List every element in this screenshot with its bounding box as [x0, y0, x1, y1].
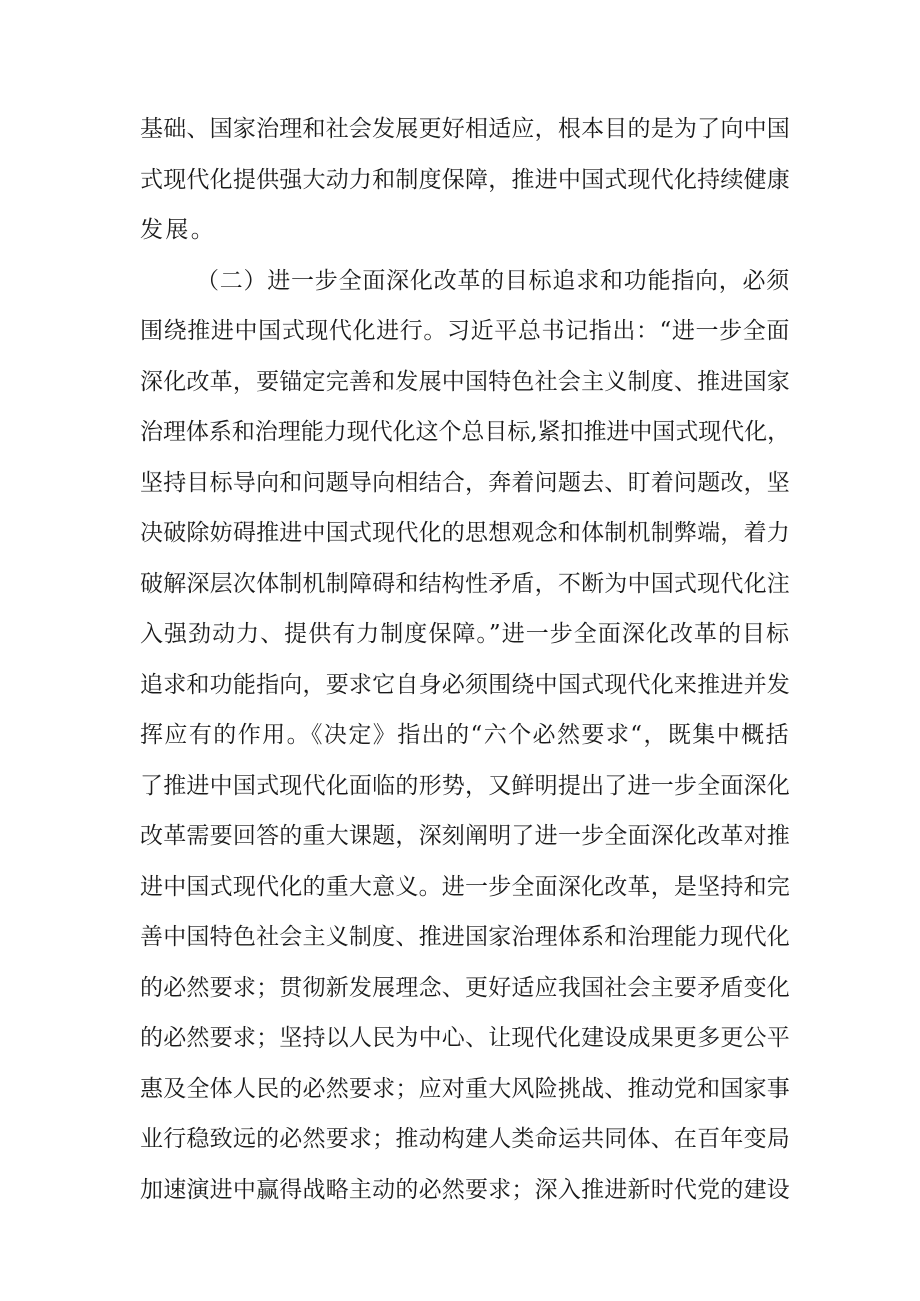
text-line: 了推进中国式现代化面临的形势，又鲜明提出了进一步全面深化	[140, 772, 790, 799]
text-line: 的必然要求；坚持以人民为中心、让现代化建设成果更多更公平	[140, 1025, 790, 1051]
text-line: 入强劲动力、提供有力制度保障。”进一步全面深化改革的目标	[140, 621, 790, 647]
text-line: 发展。	[140, 217, 217, 243]
text-line: 基础、国家治理和社会发展更好相适应，根本目的是为了向中国	[140, 116, 790, 142]
text-line: 加速演进中赢得战略主动的必然要求；深入推进新时代党的建设	[140, 1176, 790, 1203]
text-line: 挥应有的作用。《决定》指出的“六个必然要求“，既集中概括	[140, 722, 790, 748]
text-line: 深化改革，要锚定完善和发展中国特色社会主义制度、推进国家	[140, 368, 790, 395]
body-text	[140, 104, 790, 1215]
text-line: 破解深层次体制机制障碍和结构性矛盾，不断为中国式现代化注	[140, 570, 790, 597]
text-line: 惠及全体人民的必然要求；应对重大风险挑战、推动党和国家事	[140, 1075, 790, 1102]
text-line: 治理体系和治理能力现代化这个总目标,紧扣推进中国式现代化，	[140, 419, 790, 445]
text-line: 的必然要求；贯彻新发展理念、更好适应我国社会主要矛盾变化	[140, 974, 790, 1001]
text-line: 业行稳致远的必然要求；推动构建人类命运共同体、在百年变局	[140, 1126, 790, 1152]
text-line: 坚持目标导向和问题导向相结合，奔着问题去、盯着问题改，坚	[140, 469, 790, 496]
text-line: 改革需要回答的重大课题，深刻阐明了进一步全面深化改革对推	[140, 823, 790, 849]
text-line: 善中国特色社会主义制度、推进国家治理体系和治理能力现代化	[140, 924, 790, 950]
text-line: 进中国式现代化的重大意义。进一步全面深化改革，是坚持和完	[140, 873, 790, 900]
text-line: 式现代化提供强大动力和制度保障，推进中国式现代化持续健康	[140, 166, 790, 193]
text-line: 决破除妨碍推进中国式现代化的思想观念和体制机制弊端，着力	[140, 520, 790, 546]
text-line: 围绕推进中国式现代化进行。习近平总书记指出：“进一步全面	[140, 318, 790, 344]
text-line: （二）进一步全面深化改革的目标追求和功能指向，必须	[196, 267, 790, 294]
text-line: 追求和功能指向，要求它自身必须围绕中国式现代化来推进并发	[140, 671, 790, 698]
